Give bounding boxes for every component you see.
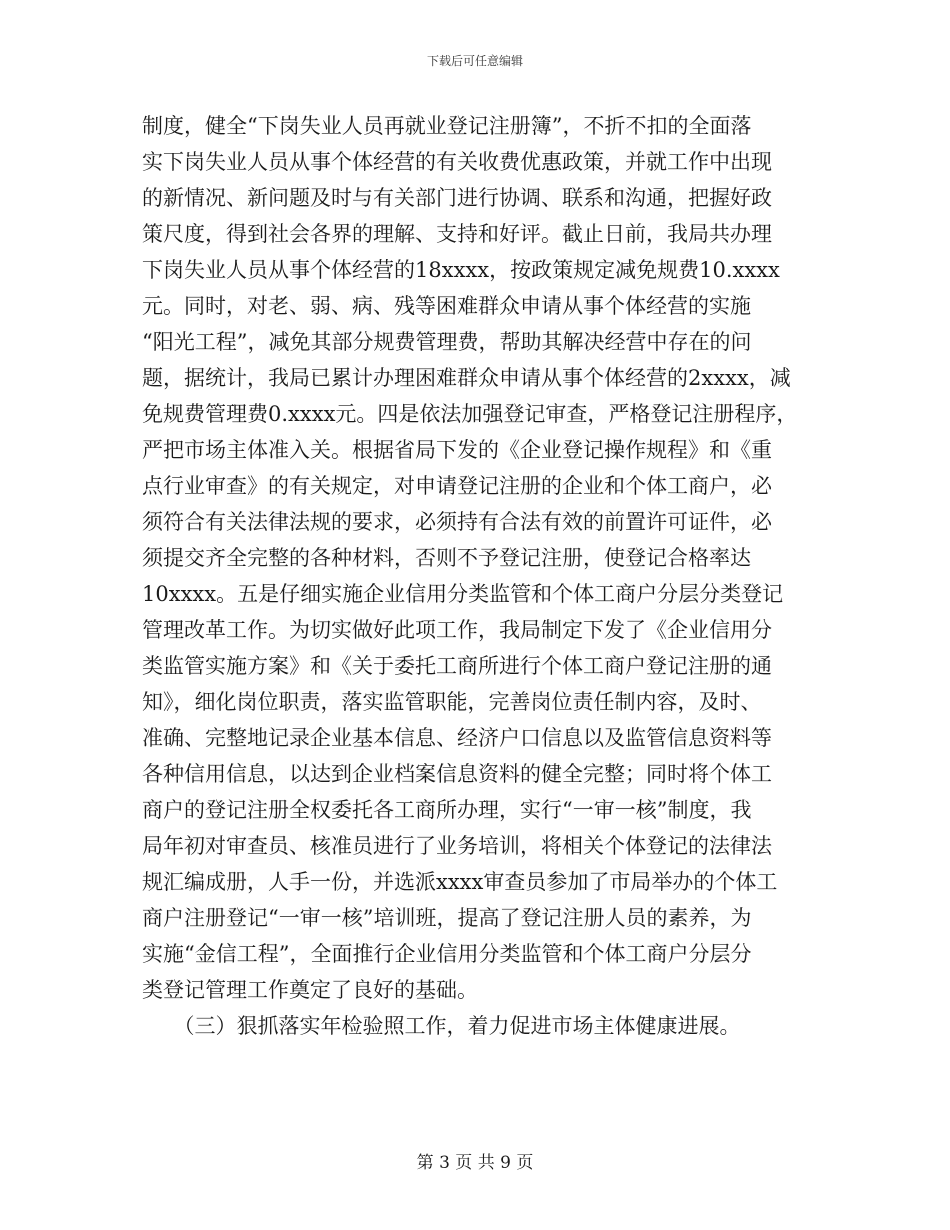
body-line: 的新情况、新问题及时与有关部门进行协调、联系和沟通，把握好政 (142, 186, 772, 210)
body-line: 题，据统计，我局已累计办理困难群众申请从事个体经营的2xxxx，减 (142, 366, 791, 390)
body-line: 准确、完整地记录企业基本信息、经济户口信息以及监管信息资料等 (142, 726, 772, 750)
body-line: 元。同时，对老、弱、病、残等困难群众申请从事个体经营的实施 (142, 294, 751, 318)
body-line: 下岗失业人员从事个体经营的18xxxx，按政策规定减免规费10.xxxx (142, 258, 780, 282)
body-line: 知》，细化岗位职责，落实监管职能，完善岗位责任制内容，及时、 (142, 690, 762, 714)
body-line: 策尺度，得到社会各界的理解、支持和好评。截止日前，我局共办理 (142, 222, 772, 246)
body-line: 实施“金信工程”，全面推行企业信用分类监管和个体工商户分层分 (142, 942, 752, 966)
body-line: 类登记管理工作奠定了良好的基础。 (142, 978, 478, 1002)
body-line: 管理改革工作。为切实做好此项工作，我局制定下发了《企业信用分 (142, 618, 772, 642)
body-line: 商户注册登记“一审一核”培训班，提高了登记注册人员的素养，为 (142, 906, 752, 930)
body-line: 实下岗失业人员从事个体经营的有关收费优惠政策，并就工作中出现 (142, 150, 772, 174)
page-header: 下载后可任意编辑 (426, 54, 523, 68)
body-line: 规汇编成册，人手一份，并选派xxxx审查员参加了市局举办的个体工 (142, 870, 778, 894)
body-line: 商户的登记注册全权委托各工商所办理，实行“一审一核”制度，我 (142, 798, 752, 822)
body-line: 局年初对审查员、核准员进行了业务培训，将相关个体登记的法律法 (142, 834, 772, 858)
section-heading: （三）狠抓落实年检验照工作，着力促进市场主体健康进展。 (142, 1014, 741, 1038)
body-line: 类监管实施方案》和《关于委托工商所进行个体工商户登记注册的通 (142, 654, 772, 678)
body-line: 制度，健全“下岗失业人员再就业登记注册簿”，不折不扣的全面落 (142, 114, 752, 138)
body-line: 严把市场主体准入关。根据省局下发的《企业登记操作规程》和《重 (142, 438, 772, 462)
body-line: 免规费管理费0.xxxx元。四是依法加强登记审查，严格登记注册程序， (142, 402, 798, 426)
body-line: 须提交齐全完整的各种材料，否则不予登记注册，使登记合格率达 (142, 546, 751, 570)
body-line: 点行业审查》的有关规定，对申请登记注册的企业和个体工商户，必 (142, 474, 772, 498)
page-number: 第 3 页 共 9 页 (416, 1153, 534, 1173)
body-line: 10xxxx。五是仔细实施企业信用分类监管和个体工商户分层分类登记 (142, 582, 784, 606)
body-line: 须符合有关法律法规的要求，必须持有合法有效的前置许可证件，必 (142, 510, 772, 534)
body-line: “阳光工程”，减免其部分规费管理费，帮助其解决经营中存在的问 (142, 330, 752, 354)
body-line: 各种信用信息，以达到企业档案信息资料的健全完整；同时将个体工 (142, 762, 772, 786)
